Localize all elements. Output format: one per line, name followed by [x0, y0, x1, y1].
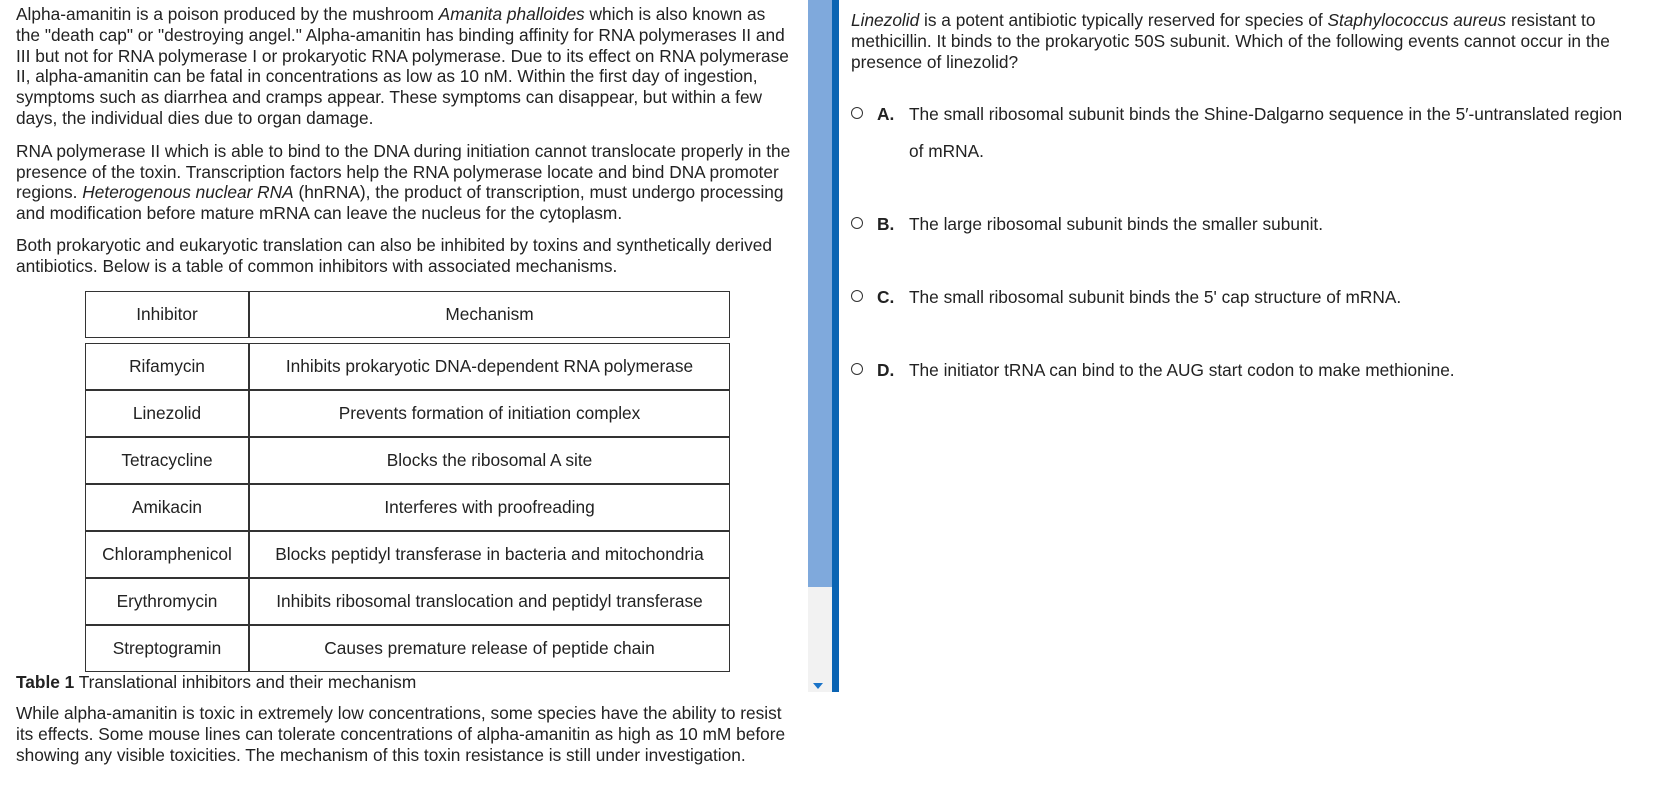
table-cell-mechanism: Prevents formation of initiation complex [249, 390, 730, 437]
option-letter: C. [877, 287, 895, 307]
radio-button-icon[interactable] [851, 217, 863, 229]
table-row [85, 578, 730, 625]
panel-divider [832, 0, 839, 692]
passage-paragraph-2 [16, 141, 791, 224]
term-hnrna: Heterogenous nuclear RNA [82, 182, 294, 203]
passage-text: Alpha-amanitin is a poison produced by the mushroom [16, 4, 439, 24]
passage-text: which is also known as the "death cap" or "destroying angel." Alpha-amanitin has binding affinity for RNA polymerases II and III but not for RNA polymerase I or prokaryotic RNA polymerase. Due to its effect on RNA polymerase II, alpha-amanitin can be fatal in concentrations as low as 10 nM. Within the first day of ingestion, symptoms such as diarrhea and cramps appear. These symptoms can disappear, but within a few days, the individual dies due to organ damage. [16, 4, 789, 128]
answer-option-c[interactable] [851, 279, 1624, 316]
table-cell-inhibitor: Rifamycin [85, 343, 249, 390]
table-header-inhibitor: Inhibitor [85, 291, 249, 338]
table-cell-mechanism: Blocks peptidyl transferase in bacteria and mitochondria [249, 531, 730, 578]
table-row [85, 625, 730, 672]
answer-option-a[interactable] [851, 96, 1624, 170]
question-stem [851, 10, 1656, 73]
answer-option-d[interactable] [851, 352, 1624, 389]
drug-name: Linezolid [851, 10, 920, 30]
option-text: The large ribosomal subunit binds the smaller subunit. [909, 214, 1324, 234]
table-cell-mechanism: Inhibits ribosomal translocation and peptidyl transferase [249, 578, 730, 625]
passage-panel [16, 4, 791, 777]
option-text: The small ribosomal subunit binds the Shine-Dalgarno sequence in the 5′-untranslated region of mRNA. [909, 104, 1623, 161]
table-caption [16, 672, 791, 693]
table-row [85, 390, 730, 437]
table-row [85, 484, 730, 531]
passage-text: (hnRNA), the product of transcription, must undergo processing and modification before mature mRNA can leave the nucleus for the cytoplasm. [16, 182, 784, 224]
inhibitor-table [85, 291, 730, 672]
table-cell-mechanism: Causes premature release of peptide chain [249, 625, 730, 672]
table-cell-inhibitor: Linezolid [85, 390, 249, 437]
passage-scrollbar-thumb[interactable] [808, 0, 832, 587]
answer-option-b[interactable] [851, 206, 1624, 243]
option-letter: D. [877, 360, 895, 380]
question-text: is a potent antibiotic typically reserved for species of [919, 10, 1328, 30]
table-cell-mechanism: Blocks the ribosomal A site [249, 437, 730, 484]
table-header-mechanism: Mechanism [249, 291, 730, 338]
table-cell-inhibitor: Erythromycin [85, 578, 249, 625]
radio-button-icon[interactable] [851, 107, 863, 119]
table-header-row [85, 291, 730, 338]
table-row [85, 343, 730, 390]
question-text: resistant to methicillin. It binds to the prokaryotic 50S subunit. Which of the following events cannot occur in the presence of linezolid? [851, 10, 1610, 72]
table-caption-text: Translational inhibitors and their mechanism [74, 671, 417, 692]
passage-paragraph-3: Both prokaryotic and eukaryotic translation can also be inhibited by toxins and synthetically derived antibiotics. Below is a table of common inhibitors with associated mechanisms. [16, 234, 773, 276]
table-cell-inhibitor: Amikacin [85, 484, 249, 531]
table-cell-mechanism: Inhibits prokaryotic DNA-dependent RNA polymerase [249, 343, 730, 390]
table-cell-inhibitor: Tetracycline [85, 437, 249, 484]
scroll-down-arrow-icon[interactable] [813, 683, 823, 689]
table-caption-label: Table 1 [16, 671, 75, 692]
table-cell-inhibitor: Chloramphenicol [85, 531, 249, 578]
species-name: Amanita phalloides [438, 4, 585, 24]
passage-paragraph-1 [16, 4, 791, 129]
table-cell-inhibitor: Streptogramin [85, 625, 249, 672]
passage-paragraph-4: While alpha-amanitin is toxic in extremely low concentrations, some species have the ability to resist its effects. Some mouse lines can tolerate concentrations of alpha-amanitin as high as 10 mM before showing any visible toxicities. The mechanism of this toxin resistance is still under investigation. [16, 703, 786, 765]
table-cell-mechanism: Interferes with proofreading [249, 484, 730, 531]
radio-button-icon[interactable] [851, 363, 863, 375]
option-text: The initiator tRNA can bind to the AUG start codon to make methionine. [909, 360, 1455, 380]
species-name: Staphylococcus aureus [1327, 10, 1507, 30]
radio-button-icon[interactable] [851, 290, 863, 302]
option-letter: A. [877, 104, 895, 124]
option-letter: B. [877, 214, 895, 234]
table-row [85, 437, 730, 484]
table-row [85, 531, 730, 578]
option-text: The small ribosomal subunit binds the 5' cap structure of mRNA. [909, 287, 1402, 307]
passage-text: RNA polymerase II which is able to bind to the DNA during initiation cannot translocate properly in the presence of the toxin. Transcription factors help the RNA polymerase locate and bind DNA promoter regions. [16, 140, 791, 203]
